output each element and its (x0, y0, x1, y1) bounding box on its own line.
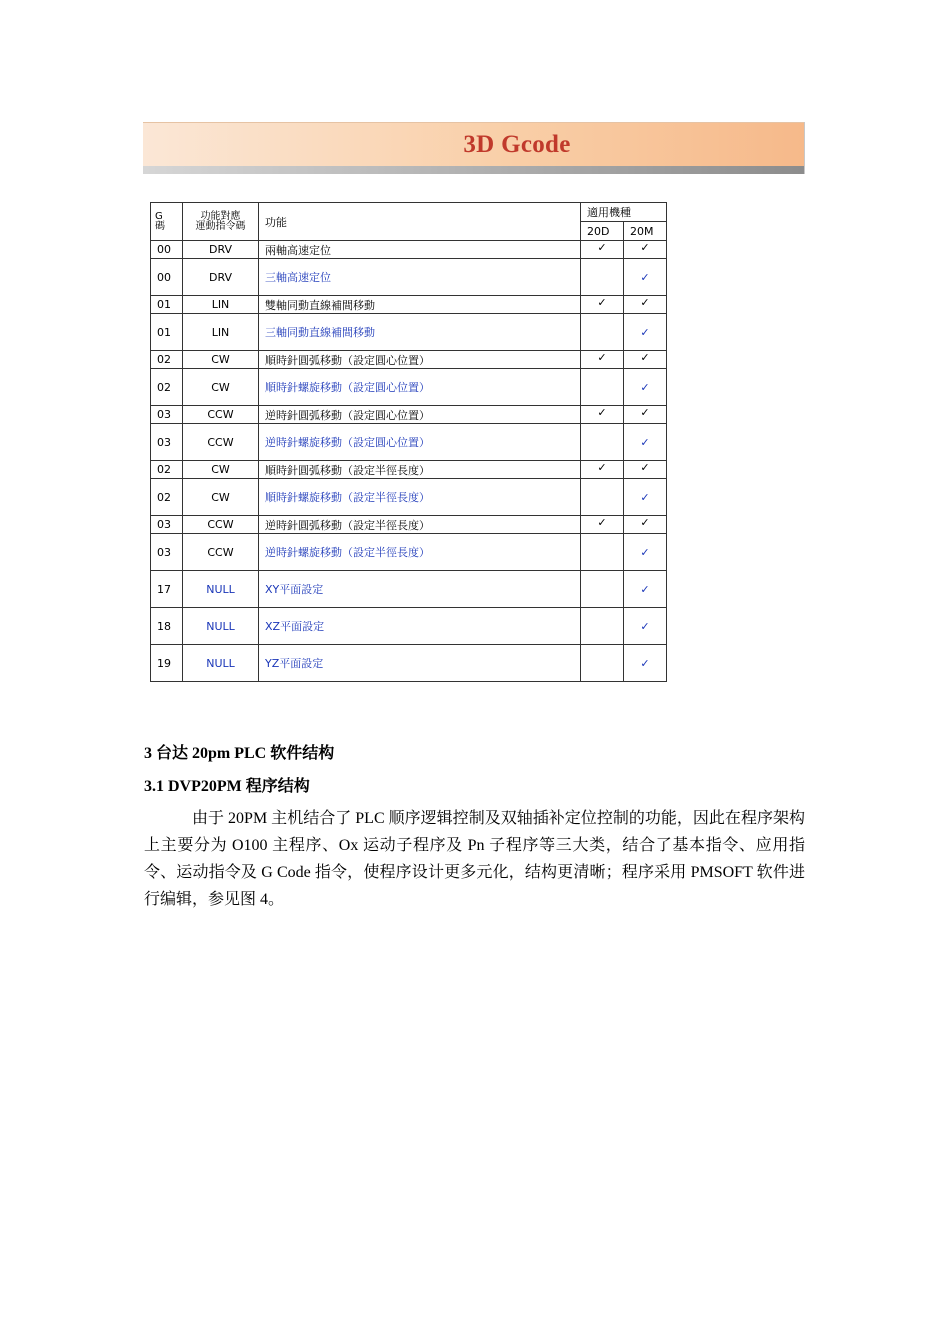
cell-function: YZ平面設定 (259, 645, 581, 682)
cell-function: XZ平面設定 (259, 608, 581, 645)
banner-edge (804, 122, 805, 174)
cell-20m-check: ✓ (624, 296, 667, 314)
table-row (151, 296, 667, 314)
table-row (151, 241, 667, 259)
cell-20d-check (581, 608, 624, 645)
cell-g-code: 02 (151, 351, 183, 369)
cell-g-code: 17 (151, 571, 183, 608)
section-heading-3: 3 台达 20pm PLC 软件结构 (144, 745, 335, 762)
cell-20m-check: ✓ (624, 351, 667, 369)
cell-command: CW (183, 479, 259, 516)
cell-20m-check: ✓ (624, 406, 667, 424)
table-row (151, 534, 667, 571)
banner-underline (143, 166, 805, 174)
cell-g-code: 03 (151, 406, 183, 424)
cell-g-code: 03 (151, 516, 183, 534)
cell-command: NULL (183, 645, 259, 682)
cell-20m-check: ✓ (624, 424, 667, 461)
cell-20d-check (581, 571, 624, 608)
cell-function: 逆時針圓弧移動（設定半徑長度） (259, 516, 581, 534)
header-command-text: 功能對應 運動指令碼 (195, 210, 246, 232)
cell-command: LIN (183, 296, 259, 314)
cell-20m-check: ✓ (624, 516, 667, 534)
body-paragraph: 由于 20PM 主机结合了 PLC 顺序逻辑控制及双轴插补定位控制的功能，因此在程序架构上主要分为 O100 主程序、Ox 运动子程序及 Pn 子程序等三大类，结合了基本指令、应用指令、运动指令及 G Code 指令，使程序设计更多元化，结构更清晰；程序采用 PMSOFT 软件进行编辑，参见图 4。 (144, 810, 805, 908)
cell-20d-check: ✓ (581, 241, 624, 259)
cell-20d-check (581, 534, 624, 571)
table-row (151, 479, 667, 516)
cell-20d-check (581, 259, 624, 296)
cell-command: CCW (183, 516, 259, 534)
header-g-code (151, 203, 183, 241)
cell-20m-check: ✓ (624, 608, 667, 645)
cell-20m-check: ✓ (624, 259, 667, 296)
cell-command: NULL (183, 608, 259, 645)
cell-20d-check: ✓ (581, 406, 624, 424)
cell-command: DRV (183, 241, 259, 259)
cell-20d-check (581, 369, 624, 406)
cell-20m-check: ✓ (624, 534, 667, 571)
cell-function: 逆時針螺旋移動（設定半徑長度） (259, 534, 581, 571)
cell-function: 雙軸同動直線補間移動 (259, 296, 581, 314)
cell-command: NULL (183, 571, 259, 608)
cell-command: CW (183, 351, 259, 369)
table-row (151, 351, 667, 369)
cell-20m-check: ✓ (624, 314, 667, 351)
cell-20m-check: ✓ (624, 479, 667, 516)
cell-g-code: 03 (151, 424, 183, 461)
table-row (151, 571, 667, 608)
cell-20d-check (581, 424, 624, 461)
cell-function: 順時針圓弧移動（設定圓心位置） (259, 351, 581, 369)
cell-g-code: 01 (151, 314, 183, 351)
table-row (151, 314, 667, 351)
cell-20d-check (581, 314, 624, 351)
cell-g-code: 00 (151, 241, 183, 259)
table-row (151, 369, 667, 406)
header-g-code-text: G 碼 (155, 210, 165, 232)
cell-command: CW (183, 369, 259, 406)
cell-20m-check: ✓ (624, 645, 667, 682)
banner-title: 3D Gcode (463, 131, 571, 158)
cell-function: 三軸同動直線補間移動 (259, 314, 581, 351)
header-command (183, 203, 259, 241)
cell-20d-check: ✓ (581, 296, 624, 314)
cell-g-code: 02 (151, 479, 183, 516)
cell-20d-check (581, 645, 624, 682)
cell-function: 逆時針圓弧移動（設定圓心位置） (259, 406, 581, 424)
cell-g-code: 19 (151, 645, 183, 682)
cell-command: LIN (183, 314, 259, 351)
cell-function: 逆時針螺旋移動（設定圓心位置） (259, 424, 581, 461)
cell-20d-check (581, 479, 624, 516)
gcode-table (150, 202, 667, 682)
table-row (151, 259, 667, 296)
cell-function: 三軸高速定位 (259, 259, 581, 296)
cell-command: CCW (183, 534, 259, 571)
cell-command: CCW (183, 406, 259, 424)
cell-command: DRV (183, 259, 259, 296)
cell-g-code: 03 (151, 534, 183, 571)
section-heading-3-1: 3.1 DVP20PM 程序结构 (144, 778, 310, 795)
cell-function: 順時針螺旋移動（設定圓心位置） (259, 369, 581, 406)
cell-g-code: 01 (151, 296, 183, 314)
header-model-20d: 20D (581, 222, 624, 241)
header-models: 適用機種 (581, 203, 667, 222)
header-model-20m: 20M (624, 222, 667, 241)
table-row (151, 406, 667, 424)
table-row (151, 608, 667, 645)
header-function: 功能 (259, 203, 581, 241)
table-row (151, 516, 667, 534)
cell-command: CW (183, 461, 259, 479)
cell-function: 兩軸高速定位 (259, 241, 581, 259)
cell-command: CCW (183, 424, 259, 461)
cell-20d-check: ✓ (581, 351, 624, 369)
cell-function: XY平面設定 (259, 571, 581, 608)
table-row (151, 645, 667, 682)
table-row (151, 424, 667, 461)
cell-20d-check: ✓ (581, 516, 624, 534)
section-banner (143, 122, 805, 167)
table-header-row (151, 203, 667, 222)
cell-20m-check: ✓ (624, 241, 667, 259)
cell-function: 順時針螺旋移動（設定半徑長度） (259, 479, 581, 516)
cell-g-code: 02 (151, 369, 183, 406)
cell-g-code: 00 (151, 259, 183, 296)
cell-g-code: 18 (151, 608, 183, 645)
cell-20d-check: ✓ (581, 461, 624, 479)
cell-g-code: 02 (151, 461, 183, 479)
cell-20m-check: ✓ (624, 369, 667, 406)
table-row (151, 461, 667, 479)
cell-20m-check: ✓ (624, 461, 667, 479)
cell-20m-check: ✓ (624, 571, 667, 608)
cell-function: 順時針圓弧移動（設定半徑長度） (259, 461, 581, 479)
